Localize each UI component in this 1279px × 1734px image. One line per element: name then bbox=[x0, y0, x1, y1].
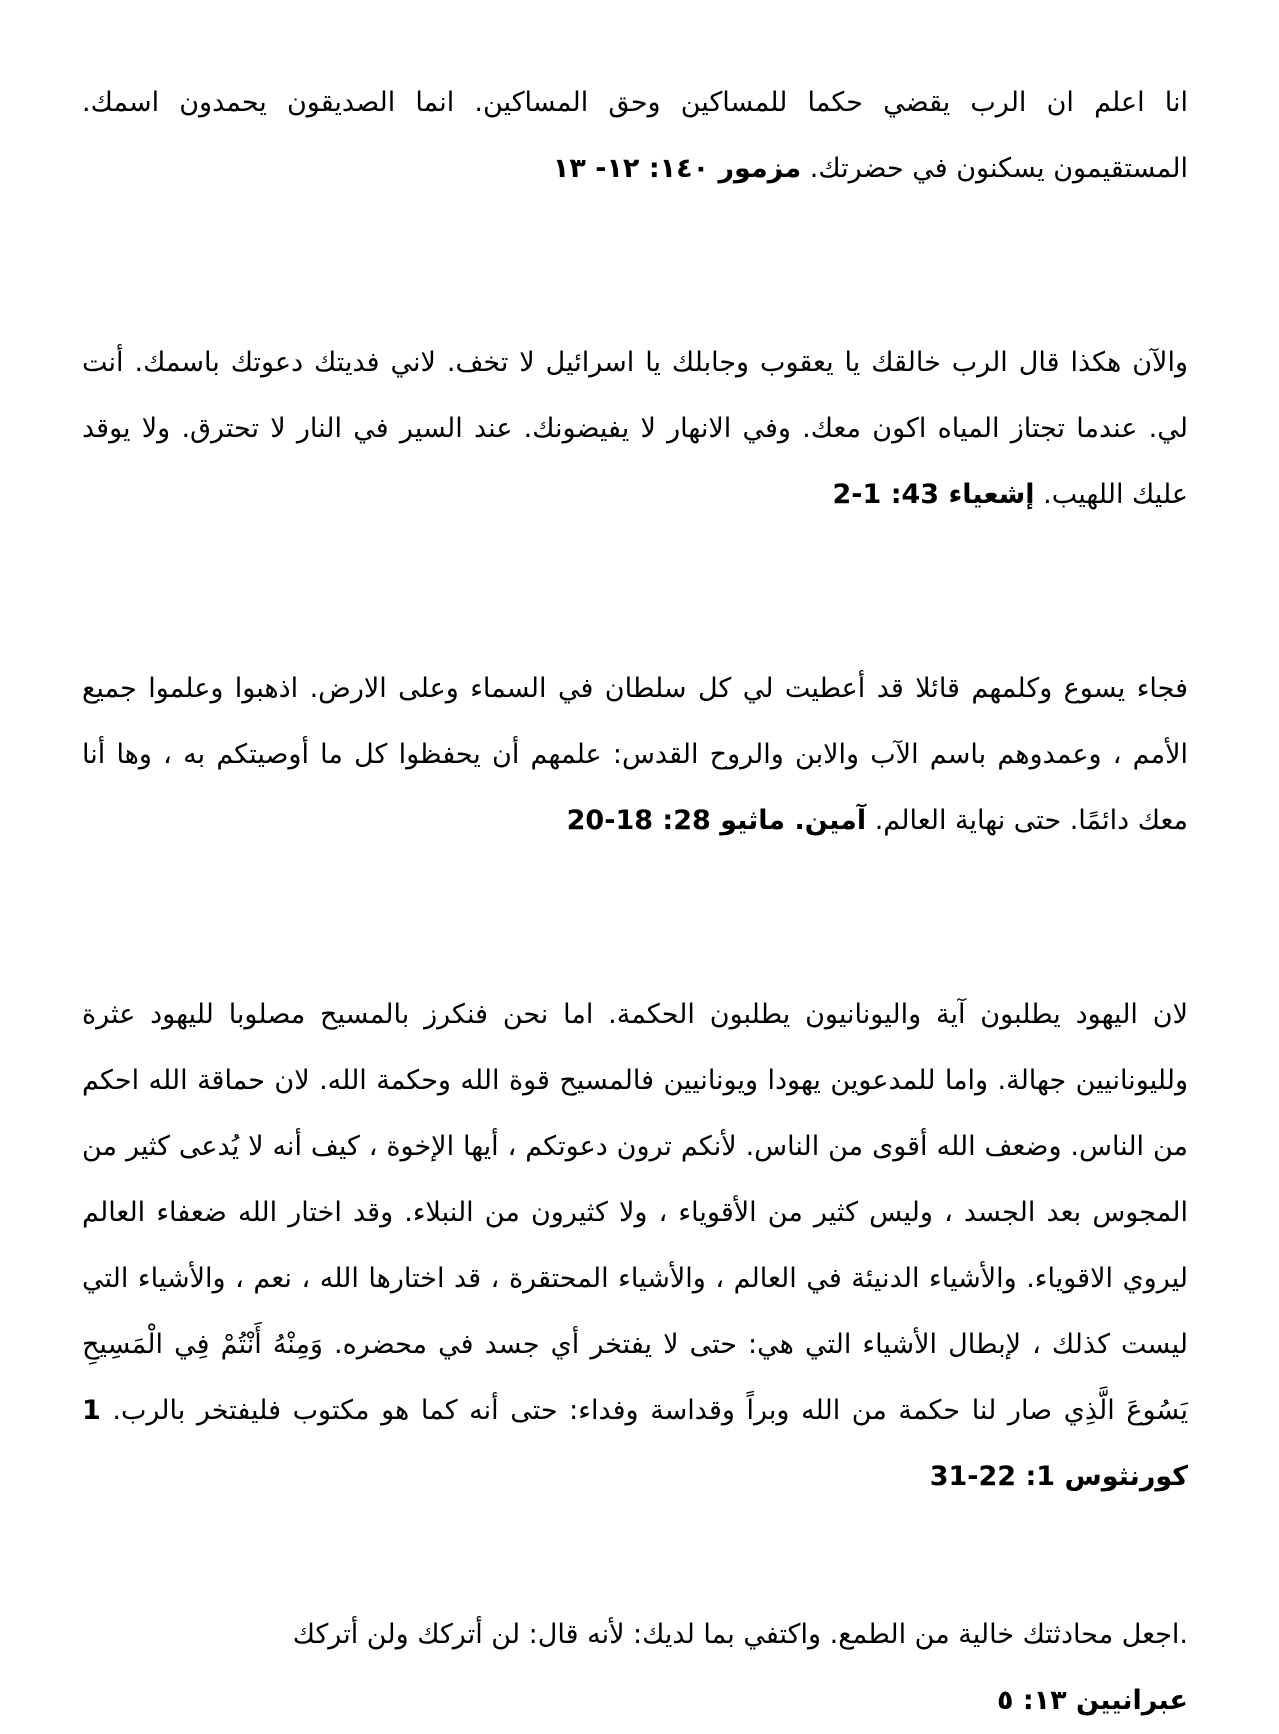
paragraph-spacer bbox=[82, 202, 1188, 330]
scripture-reference: عبرانيين ١٣: ٥ bbox=[996, 1685, 1188, 1716]
scripture-reference: مزمور ١٤٠: ١٢- ١٣ bbox=[552, 153, 802, 184]
passage-psalms bbox=[82, 70, 1188, 202]
scripture-reference: إشعياء 43: 1-2 bbox=[832, 479, 1035, 510]
document-page bbox=[82, 70, 1188, 1734]
passage-text: والآن هكذا قال الرب خالقك يا يعقوب وجابلك يا اسرائيل لا تخف. لاني فديتك دعوتك باسمك. أنت لي. عندما تجتاز المياه اكون معك. وفي الانهار لا يفيضونك. عند السير في النار لا تحترق. ولا يوقد عليك اللهيب. bbox=[82, 347, 1188, 510]
passage-text: لان اليهود يطلبون آية واليونانيون يطلبون الحكمة. اما نحن فنكرز بالمسيح مصلوبا لليهود عثرة ولليونانيين جهالة. واما للمدعوين يهودا ويونانيين فالمسيح قوة الله وحكمة الله. لان حماقة الله احكم من الناس. وضعف الله أقوى من الناس. لأنكم ترون دعوتكم ، أيها الإخوة ، كيف أنه لا يُدعى كثير من المجوس بعد الجسد ، وليس كثير من الأقوياء ، ولا كثيرون من النبلاء. وقد اختار الله ضعفاء العالم ليروي الاقوياء. والأشياء الدنيئة في العالم ، والأشياء المحتقرة ، قد اختارها الله ، نعم ، والأشياء التي ليست كذلك ، لإبطال الأشياء التي هي: حتى لا يفتخر أي جسد في محضره. وَمِنْهُ أَنْتُمْ فِي الْمَسِيحِ يَسُوعَ الَّذِي صار لنا حكمة من الله وبراً وقداسة وفداء: حتى أنه كما هو مكتوب فليفتخر بالرب. bbox=[82, 999, 1188, 1426]
scripture-reference: 1 كورنثوس 1: 22-31 bbox=[82, 1395, 1188, 1492]
passage-text: فجاء يسوع وكلمهم قائلا قد أعطيت لي كل سلطان في السماء وعلى الارض. اذهبوا وعلموا جميع الأمم ، وعمدوهم باسم الآب والابن والروح القدس: علمهم أن يحفظوا كل ما أوصيتكم به ، وها أنا معك دائمًا. حتى نهاية العالم. bbox=[82, 673, 1188, 836]
paragraph-spacer bbox=[82, 854, 1188, 982]
paragraph-spacer bbox=[82, 528, 1188, 656]
passage-hebrews bbox=[82, 1602, 1188, 1734]
passage-isaiah bbox=[82, 330, 1188, 528]
scripture-reference: آمين. ماثيو 28: 18-20 bbox=[566, 805, 867, 836]
passage-text: .اجعل محادثتك خالية من الطمع. واكتفي بما لديك: لأنه قال: لن أتركك ولن أتركك bbox=[292, 1619, 1188, 1650]
paragraph-spacer bbox=[82, 1510, 1188, 1602]
passage-corinthians bbox=[82, 982, 1188, 1510]
passage-text: انا اعلم ان الرب يقضي حكما للمساكين وحق المساكين. انما الصديقون يحمدون اسمك. المستقيمون يسكنون في حضرتك. bbox=[82, 87, 1188, 184]
passage-matthew bbox=[82, 656, 1188, 854]
